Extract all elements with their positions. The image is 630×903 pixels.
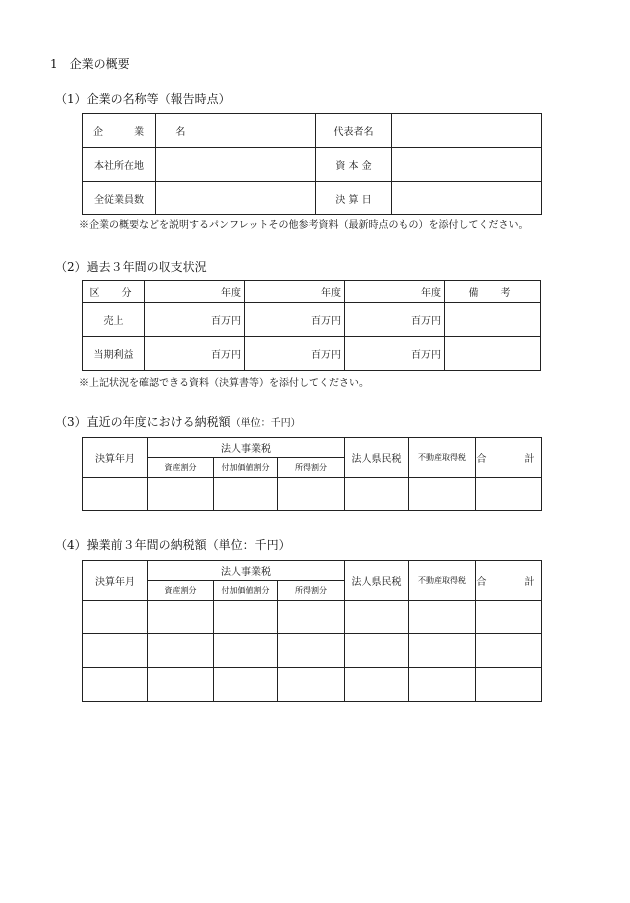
pre-tax-row	[83, 668, 542, 702]
profit-row	[83, 337, 541, 371]
section3-heading	[55, 413, 301, 430]
income-table	[82, 280, 541, 371]
pre-tax-cell[interactable]	[345, 634, 409, 668]
section4-heading: （4）操業前３年間の納税額（単位：千円）	[55, 538, 291, 552]
sales-label: 売上	[83, 303, 145, 337]
corporate-tax-header: 法人事業税	[148, 561, 345, 581]
corporate-tax-header: 法人事業税	[148, 438, 345, 458]
year2-header: 年度	[245, 281, 345, 303]
company-info-table	[82, 113, 542, 215]
profit-year1[interactable]: 百万円	[145, 337, 245, 371]
asset-portion-header: 資産割分	[148, 458, 214, 478]
realestate-tax-header: 不動産取得税	[409, 561, 476, 601]
remarks-header: 備 考	[445, 281, 541, 303]
representative-label: 代表者名	[316, 114, 392, 148]
section2-note: ※上記状況を確認できる資料（決算書等）を添付してください。	[79, 378, 369, 389]
fiscal-month-header: 決算年月	[83, 438, 148, 478]
recent-tax-cell[interactable]	[345, 478, 409, 511]
pre-tax-cell[interactable]	[83, 634, 148, 668]
sales-year2[interactable]: 百万円	[245, 303, 345, 337]
pre-operation-tax-table	[82, 560, 542, 702]
headquarters-value[interactable]	[156, 148, 316, 182]
year1-header: 年度	[145, 281, 245, 303]
category-header: 区 分	[83, 281, 145, 303]
pre-tax-cell[interactable]	[83, 601, 148, 634]
company-name-label: 企 業 名	[83, 114, 156, 148]
pre-tax-cell[interactable]	[476, 601, 542, 634]
recent-tax-cell[interactable]	[476, 478, 542, 511]
prefectural-tax-header: 法人県民税	[345, 438, 409, 478]
pre-tax-cell[interactable]	[148, 601, 214, 634]
headquarters-row	[83, 148, 542, 182]
sales-year1[interactable]: 百万円	[145, 303, 245, 337]
value-added-portion-header: 付加価値割分	[214, 581, 278, 601]
pre-tax-row	[83, 634, 542, 668]
sales-row	[83, 303, 541, 337]
pre-tax-cell[interactable]	[214, 668, 278, 702]
fiscal-date-label: 決 算 日	[316, 182, 392, 215]
sales-remarks[interactable]	[445, 303, 541, 337]
employees-value[interactable]	[156, 182, 316, 215]
profit-label: 当期利益	[83, 337, 145, 371]
pre-tax-cell[interactable]	[214, 634, 278, 668]
pre-tax-cell[interactable]	[278, 668, 345, 702]
prefectural-tax-header: 法人県民税	[345, 561, 409, 601]
section1-heading: （1）企業の名称等（報告時点）	[55, 92, 231, 106]
pre-tax-cell[interactable]	[214, 601, 278, 634]
fiscal-date-value[interactable]	[392, 182, 542, 215]
company-name-row	[83, 114, 542, 148]
headquarters-label: 本社所在地	[83, 148, 156, 182]
recent-tax-cell[interactable]	[214, 478, 278, 511]
value-added-portion-header: 付加価値割分	[214, 458, 278, 478]
pre-tax-cell[interactable]	[148, 668, 214, 702]
recent-tax-cell[interactable]	[83, 478, 148, 511]
section3-unit: （単位：千円）	[230, 418, 301, 429]
asset-portion-header: 資産割分	[148, 581, 214, 601]
sales-year3[interactable]: 百万円	[345, 303, 445, 337]
recent-tax-cell[interactable]	[148, 478, 214, 511]
pre-tax-cell[interactable]	[409, 601, 476, 634]
capital-value[interactable]	[392, 148, 542, 182]
profit-year3[interactable]: 百万円	[345, 337, 445, 371]
income-portion-header: 所得割分	[278, 581, 345, 601]
recent-tax-table	[82, 437, 542, 511]
pre-tax-cell[interactable]	[345, 668, 409, 702]
pre-tax-row	[83, 601, 542, 634]
pre-tax-cell[interactable]	[278, 601, 345, 634]
pre-tax-cell[interactable]	[148, 634, 214, 668]
profit-remarks[interactable]	[445, 337, 541, 371]
income-header-row	[83, 281, 541, 303]
pre-tax-cell[interactable]	[476, 634, 542, 668]
recent-tax-header-row1	[83, 438, 542, 458]
fiscal-month-header: 決算年月	[83, 561, 148, 601]
income-portion-header: 所得割分	[278, 458, 345, 478]
employees-row	[83, 182, 542, 215]
pre-tax-cell[interactable]	[476, 668, 542, 702]
pre-tax-cell[interactable]	[345, 601, 409, 634]
recent-tax-cell[interactable]	[278, 478, 345, 511]
section2-heading: （2）過去３年間の収支状況	[55, 260, 207, 274]
pre-tax-cell[interactable]	[83, 668, 148, 702]
pre-tax-header-row1	[83, 561, 542, 581]
recent-tax-row	[83, 478, 542, 511]
representative-value[interactable]	[392, 114, 542, 148]
pre-tax-cell[interactable]	[409, 634, 476, 668]
pre-tax-cell[interactable]	[278, 634, 345, 668]
capital-label: 資 本 金	[316, 148, 392, 182]
employees-label: 全従業員数	[83, 182, 156, 215]
total-header: 合 計	[476, 438, 542, 478]
recent-tax-cell[interactable]	[409, 478, 476, 511]
page-title: 1 企業の概要	[50, 57, 130, 71]
year3-header: 年度	[345, 281, 445, 303]
section3-heading-text: （3）直近の年度における納税額	[55, 415, 231, 429]
section1-note: ※企業の概要などを説明するパンフレットその他参考資料（最新時点のもの）を添付してください。	[79, 220, 529, 231]
total-header: 合 計	[476, 561, 542, 601]
realestate-tax-header: 不動産取得税	[409, 438, 476, 478]
profit-year2[interactable]: 百万円	[245, 337, 345, 371]
pre-tax-cell[interactable]	[409, 668, 476, 702]
